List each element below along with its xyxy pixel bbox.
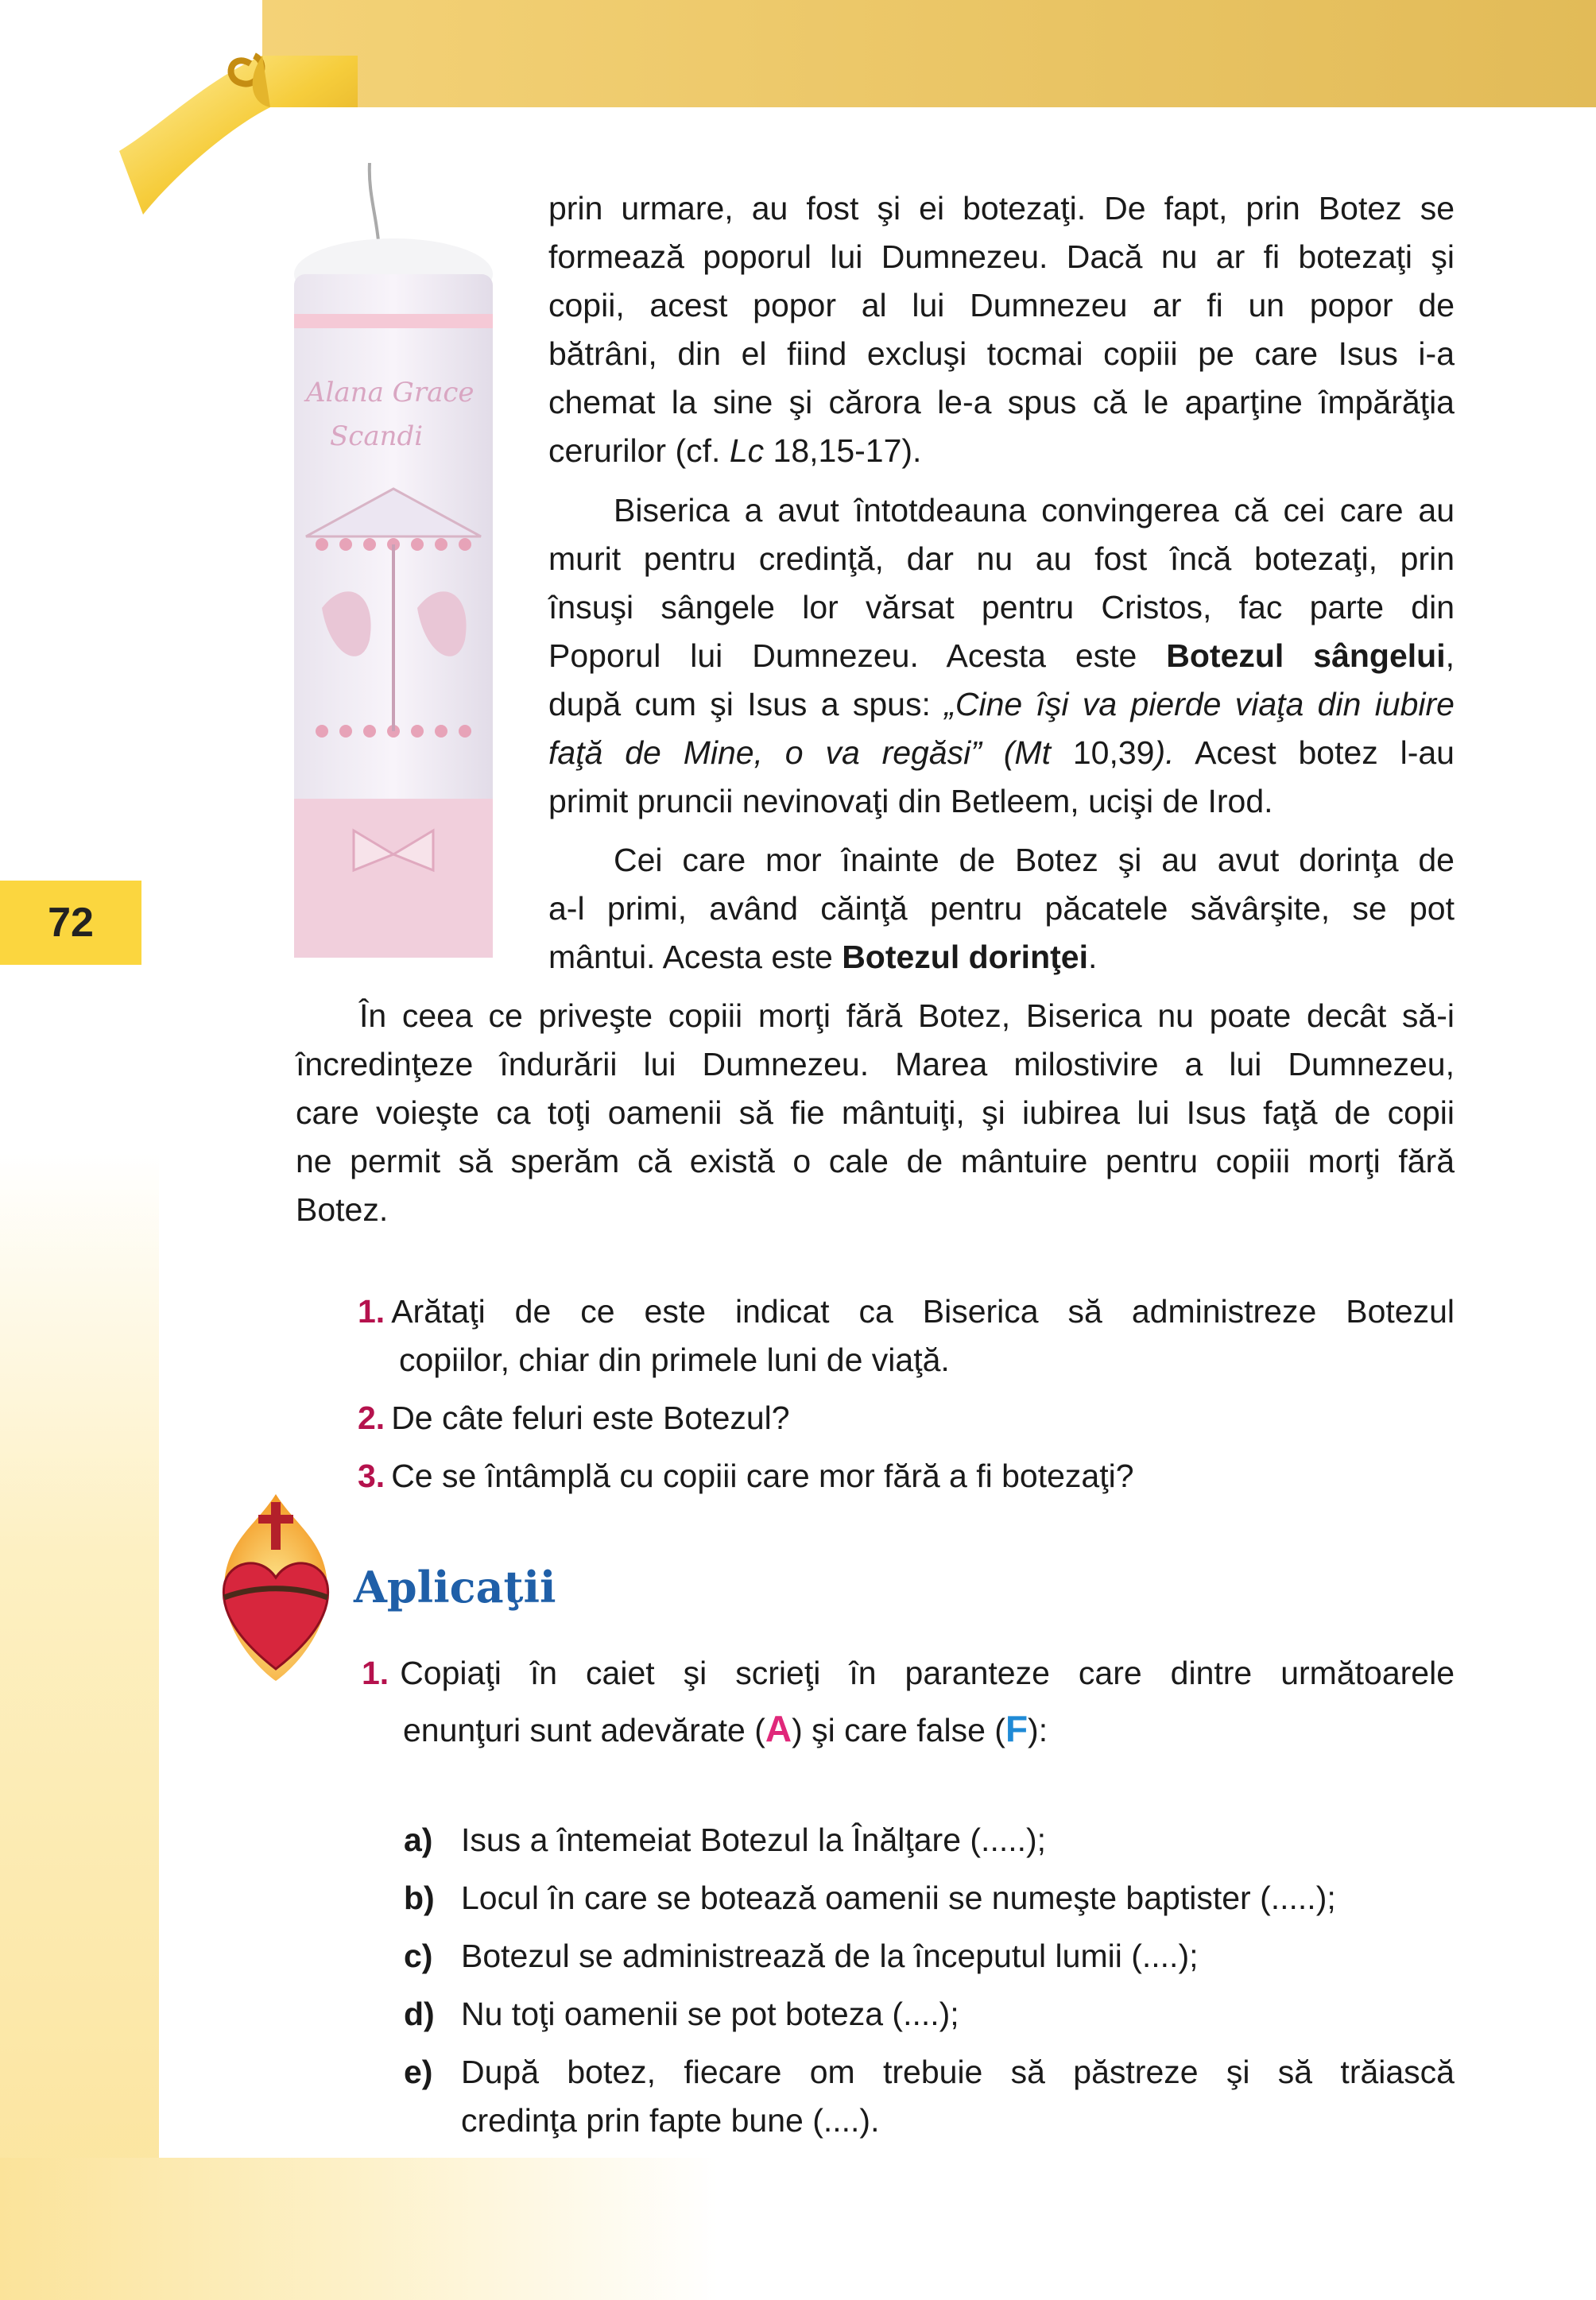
text-line: încredinţeze îndurării lui Dumnezeu. Marea milostivire a lui Dumnezeu, — [296, 1046, 1455, 1082]
question-text: De câte feluri este Botezul? — [391, 1400, 790, 1436]
svg-text:Alana Grace: Alana Grace — [306, 377, 475, 409]
item-text: credinţa prin fapte bune (....). — [461, 2102, 880, 2139]
list-item — [404, 1816, 1455, 1864]
false-marker: F — [1005, 1708, 1028, 1749]
item-text: După botez, fiecare om trebuie să păstreze şi să trăiască — [461, 2054, 1455, 2090]
quote-text: „Cine îşi va pierde viaţa din iubire — [944, 686, 1455, 722]
text-fragment: după cum şi Isus a spus: — [548, 686, 945, 722]
text-line: În ceea ce priveşte copiii morţi fără Botez, Biserica nu poate decât să-i — [359, 997, 1455, 1034]
list-item — [404, 1874, 1455, 1922]
item-label: d) — [404, 1996, 435, 2032]
true-false-list — [404, 1816, 1455, 2155]
applications-heading: Aplicaţii — [354, 1562, 556, 1613]
bottom-decorative-gradient — [0, 2158, 1596, 2300]
text-line: formează poporul lui Dumnezeu. Dacă nu ar fi botezaţi şi — [548, 238, 1455, 275]
question-number: 2. — [358, 1400, 385, 1436]
text-fragment: mântui. Acesta este — [548, 939, 843, 975]
text-fragment: 18,15-17). — [764, 432, 922, 469]
text-line: prin urmare, au fost şi ei botezaţi. De fapt, prin Botez se — [548, 190, 1455, 227]
text-line: Biserica a avut întotdeauna convingerea că cei care au — [614, 492, 1455, 529]
text-line: a-l primi, având căinţă pentru păcatele săvârşite, se pot — [548, 890, 1455, 927]
review-questions — [358, 1287, 1455, 1500]
exercise-line — [362, 1645, 1455, 1701]
list-item — [404, 1932, 1455, 1981]
text-line: murit pentru credinţă, dar nu au fost încă botezaţi, prin — [548, 540, 1455, 577]
scripture-ref: Lc — [729, 432, 765, 469]
desire-baptism-paragraph — [548, 836, 1455, 982]
item-label: a) — [404, 1822, 433, 1858]
text-line — [548, 933, 1455, 982]
quote-text: faţă de Mine, o va regăsi” (Mt — [548, 734, 1051, 771]
text-line: Botez. — [296, 1191, 389, 1228]
item-text-block — [461, 2048, 1455, 2145]
text-fragment: cerurilor (cf. — [548, 432, 730, 469]
question-text: copiilor, chiar din primele luni de viaţă. — [399, 1342, 950, 1378]
question-text: Ce se întâmplă cu copiii care mor fără a fi botezaţi? — [391, 1458, 1134, 1494]
text-line: copii, acest popor al lui Dumnezeu ar fi un popor de — [548, 287, 1455, 323]
text-line: ne permit să sperăm că există o cale de mântuire pentru copiii morţi fără — [296, 1143, 1455, 1179]
text-line — [548, 729, 1455, 777]
text-line: chemat la sine şi cărora le-a spus că le aparţine împărăţia — [548, 384, 1455, 420]
bold-term: Botezul dorinţei — [842, 939, 1088, 975]
bold-term: Botezul sângelui — [1166, 637, 1446, 674]
page-number-tab — [0, 881, 141, 965]
text-fragment: 10,39 — [1050, 734, 1155, 771]
text-line — [548, 632, 1455, 680]
true-marker: A — [765, 1708, 792, 1749]
exercise-1 — [362, 1645, 1455, 1758]
text-line: Cei care mor înainte de Botez şi au avut dorinţa de — [614, 842, 1455, 878]
top-decorative-band — [262, 0, 1596, 107]
text-fragment: Acest botez l-au — [1174, 734, 1455, 771]
left-decorative-gradient — [0, 1152, 159, 2300]
sacred-heart-icon — [208, 1486, 343, 1685]
list-item — [404, 1990, 1455, 2039]
blood-baptism-paragraph — [548, 486, 1455, 826]
item-label: e) — [404, 2054, 433, 2090]
item-text: Isus a întemeiat Botezul la Înălţare (.....); — [461, 1822, 1047, 1858]
text-line: primit pruncii nevinovaţi din Betleem, ucişi de Irod. — [548, 783, 1273, 819]
question-item-continuation — [358, 1336, 1455, 1384]
exercise-text: ): — [1028, 1712, 1048, 1748]
text-line: bătrâni, din el fiind excluşi tocmai copiii pe care Isus i-a — [548, 335, 1455, 372]
text-line — [548, 427, 1455, 475]
svg-text:Scandi: Scandi — [330, 420, 424, 452]
exercise-number: 1. — [362, 1655, 389, 1691]
exercise-text: enunţuri sunt adevărate ( — [403, 1712, 765, 1748]
text-fragment: Poporul lui Dumnezeu. Acesta este — [548, 637, 1167, 674]
continuation-paragraph — [548, 184, 1455, 475]
text-line: însuşi sângele lor vărsat pentru Cristos, fac parte din — [548, 589, 1455, 625]
page-number: 72 — [48, 900, 94, 946]
question-item — [358, 1394, 1455, 1442]
item-label: c) — [404, 1938, 433, 1974]
baptism-candle-image — [290, 163, 505, 966]
text-fragment: . — [1087, 939, 1098, 975]
item-label: b) — [404, 1880, 435, 1916]
exercise-line — [362, 1701, 1455, 1758]
item-text: Botezul se administrează de la începutul lumii (....); — [461, 1938, 1199, 1974]
text-fragment: , — [1445, 637, 1455, 674]
list-item — [404, 2048, 1455, 2145]
question-number: 1. — [358, 1293, 385, 1330]
question-item — [358, 1287, 1455, 1336]
exercise-text: ) şi care false ( — [792, 1712, 1005, 1748]
quote-text: ). — [1154, 734, 1175, 771]
question-number: 3. — [358, 1458, 385, 1494]
text-line: care voieşte ca toţi oamenii să fie mântuiţi, şi iubirea lui Isus faţă de copii — [296, 1094, 1455, 1131]
text-line — [548, 680, 1455, 729]
question-text: Arătaţi de ce este indicat ca Biserica să administreze Botezul — [391, 1293, 1455, 1330]
item-text: Nu toţi oamenii se pot boteza (....); — [461, 1996, 959, 2032]
question-item — [358, 1452, 1455, 1500]
item-text: Locul în care se botează oamenii se numeşte baptister (.....); — [461, 1880, 1336, 1916]
children-paragraph — [296, 992, 1455, 1234]
exercise-text: Copiaţi în caiet şi scrieţi în paranteze care dintre următoarele — [400, 1655, 1455, 1691]
